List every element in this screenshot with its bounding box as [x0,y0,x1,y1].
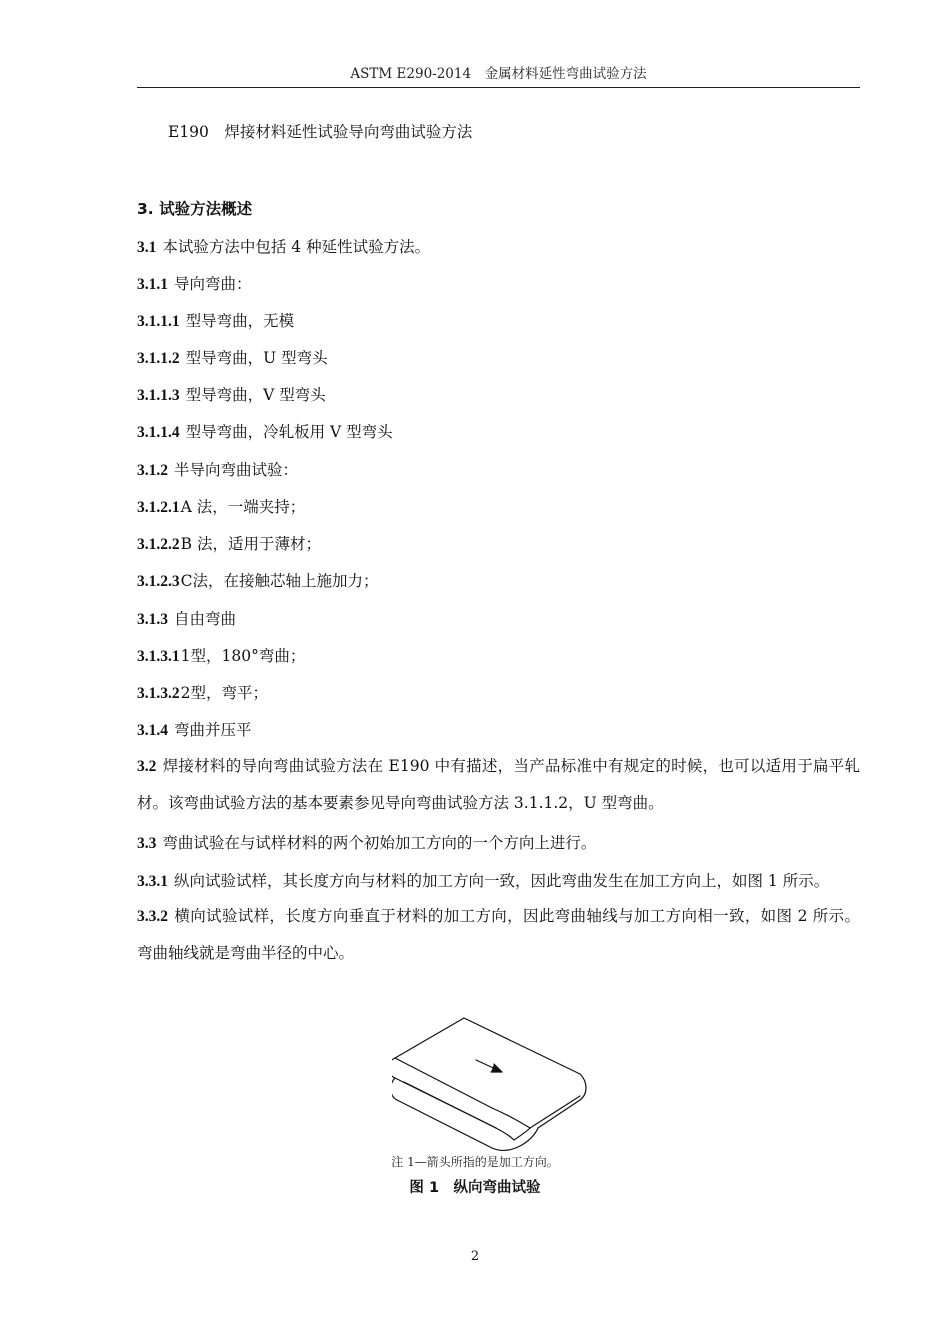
list-item: 3.1.1.4 型导弯曲，冷轧板用 V 型弯头 [137,423,393,441]
figure-note: 注 1—箭头所指的是加工方向。 [391,1155,559,1169]
list-item: 3.1.1 导向弯曲： [137,275,252,293]
bent-specimen-illustration [392,1010,592,1155]
reference-line [168,120,472,142]
list-item: 3.1 本试验方法中包括 4 种延性试验方法。 [137,238,431,256]
section-heading: 3. 试验方法概述 [137,200,253,218]
figure-title: 图 1 纵向弯曲试验 [409,1180,541,1196]
header-rule [137,87,860,88]
paragraph: 3.3.2 横向试验试样，长度方向垂直于材料的加工方向，因此弯曲轴线与加工方向相一致，如图 2 所示。弯曲轴线就是弯曲半径的中心。 [137,907,860,962]
list-item: 3.1.2.3C法，在接触芯轴上施加力； [137,572,379,590]
running-header: ASTM E290-2014 金属材料延性弯曲试验方法 [350,66,647,82]
list-item: 3.1.1.3 型导弯曲，V 型弯头 [137,386,326,404]
list-item: 3.1.1.2 型导弯曲，U 型弯头 [137,349,328,367]
list-item: 3.1.3 自由弯曲 [137,610,237,628]
list-item: 3.1.2.1A 法，一端夹持； [137,498,306,516]
list-item: 3.1.1.1 型导弯曲，无模 [137,312,295,330]
list-item: 3.1.3.22型，弯平； [137,684,268,702]
page-number: 2 [470,1249,480,1264]
list-item: 3.1.3.11型，180°弯曲； [137,647,306,665]
paragraph: 3.3 弯曲试验在与试样材料的两个初始加工方向的一个方向上进行。 [137,834,597,852]
paragraph: 3.3.1 纵向试验试样，其长度方向与材料的加工方向一致，因此弯曲发生在加工方向上，如图 1 所示。 [137,872,830,890]
reference-code: E190 [168,123,209,141]
list-item: 3.1.2.2B 法，适用于薄材； [137,535,321,553]
list-item: 3.1.4 弯曲并压平 [137,721,252,739]
reference-title: 焊接材料延性试验导向弯曲试验方法 [224,123,473,141]
paragraph: 3.2 焊接材料的导向弯曲试验方法在 E190 中有描述，当产品标准中有规定的时候，也可以适用于扁平轧材。该弯曲试验方法的基本要素参见导向弯曲试验方法 3.1.1.2，U 型弯曲。 [137,757,860,812]
list-item: 3.1.2 半导向弯曲试验： [137,461,299,479]
